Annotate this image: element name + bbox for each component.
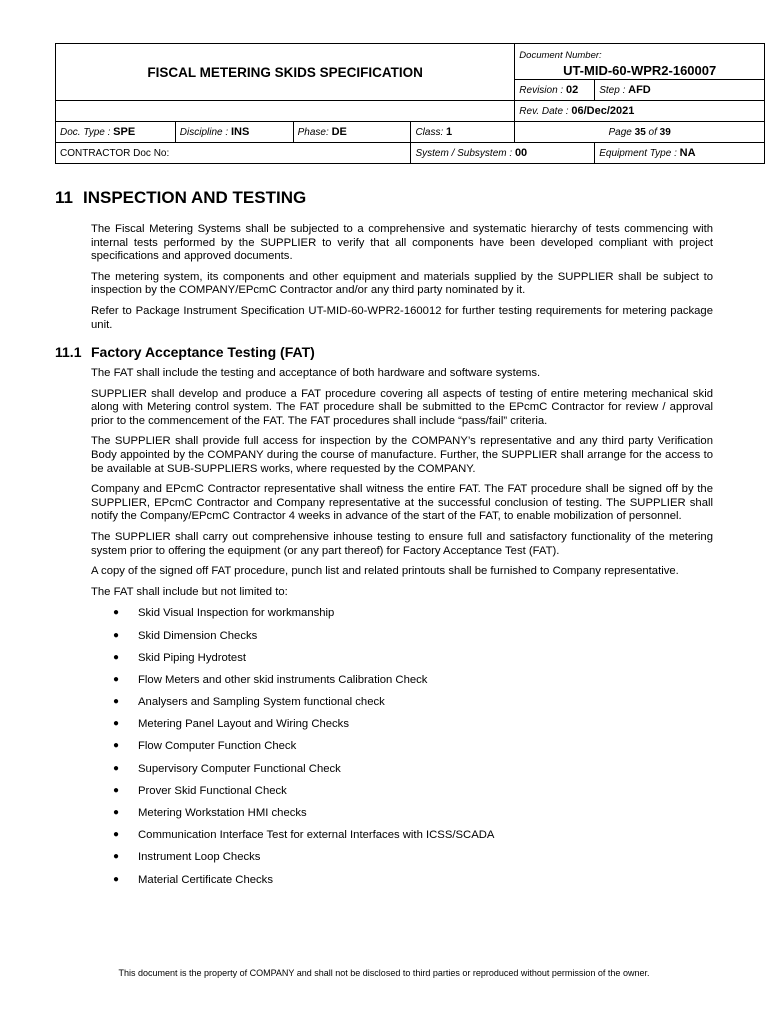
class-cell: Class: 1	[411, 122, 515, 143]
list-item: ● Analysers and Sampling System functional check	[113, 696, 385, 709]
list-item: ● Prover Skid Functional Check	[113, 784, 287, 797]
revision-value: 02	[565, 84, 579, 96]
section-body	[91, 223, 713, 339]
bullet-icon: ●	[113, 807, 120, 818]
contractor-doc-cell: CONTRACTOR Doc No:	[56, 143, 411, 164]
class-value: 1	[446, 126, 453, 138]
subsection-body	[91, 367, 713, 895]
section-heading	[55, 188, 306, 208]
subsection-paragraph: Company and EPcmC Contractor representative shall witness the entire FAT. The FAT procedure shall be signed off by the SUPPLIER, EPcmC Contractor and Company representative at the successful conclusion of testing. The SUPPLIER shall notify the Company/EPcmC Contractor 4 weeks in advance of the start of the FAT, to enable mobilization of personnel.	[91, 483, 713, 523]
bullet-icon: ●	[113, 696, 120, 708]
bullet-icon: ●	[113, 673, 120, 685]
bullet-icon: ●	[113, 829, 120, 841]
doc-type-cell: Doc. Type : SPE	[56, 122, 176, 143]
discipline-cell: Discipline : INS	[175, 122, 293, 143]
subsection-title: Factory Acceptance Testing (FAT)	[91, 344, 315, 360]
phase-cell: Phase: DE	[293, 122, 411, 143]
list-item: ● Metering Panel Layout and Wiring Checks	[113, 718, 349, 731]
rev-date-value: 06/Dec/2021	[571, 105, 635, 117]
revision-cell: Revision : 02	[515, 80, 595, 101]
total-pages: 39	[659, 126, 671, 138]
list-item: ● Instrument Loop Checks	[113, 851, 261, 864]
subsection-paragraph: The FAT shall include the testing and acceptance of both hardware and software systems.	[91, 367, 541, 379]
rev-date-cell: Rev. Date : 06/Dec/2021	[515, 101, 765, 122]
title-spacer	[56, 101, 515, 122]
list-item: ● Metering Workstation HMI checks	[113, 807, 307, 819]
subsection-paragraph: SUPPLIER shall develop and produce a FAT procedure covering all aspects of testing of entire metering mechanical skid along with Metering control system. The FAT procedure shall be submitted to the EPcmC Contractor for review / approval prior to the commencement of the FAT. The FAT procedures shall include “pass/fail” criteria.	[91, 387, 713, 427]
bullet-icon: ●	[113, 873, 120, 885]
page-footer: This document is the property of COMPANY and shall not be disclosed to third parties or reproduced without permission of the owner.	[118, 968, 650, 978]
bullet-icon: ●	[113, 851, 120, 863]
section-paragraph: The Fiscal Metering Systems shall be subjected to a comprehensive and systematic hierarchy of tests commencing with internal tests performed by the SUPPLIER to verify that all components have been developed compliant with project specifications and approved documents.	[91, 223, 713, 263]
list-item: ● Supervisory Computer Functional Check	[113, 762, 341, 775]
section-title: INSPECTION AND TESTING	[83, 188, 307, 207]
document-number-label: Document Number:	[515, 44, 765, 62]
system-value: 00	[514, 147, 528, 159]
page-cell: Page 35 of 39	[515, 122, 765, 143]
subsection-paragraph: A copy of the signed off FAT procedure, punch list and related printouts shall be furnished to Company representative.	[91, 565, 679, 578]
fat-checklist	[91, 606, 713, 894]
bullet-icon: ●	[113, 607, 120, 619]
phase-value: DE	[331, 126, 347, 138]
list-item: ● Communication Interface Test for external Interfaces with ICSS/SCADA	[113, 829, 495, 842]
subsection-heading	[55, 344, 315, 360]
bullet-icon: ●	[113, 651, 120, 663]
discipline-value: INS	[230, 126, 250, 138]
subsection-paragraph: The FAT shall include but not limited to:	[91, 585, 288, 598]
equipment-value: NA	[679, 147, 696, 159]
equipment-cell: Equipment Type : NA	[595, 143, 765, 164]
doc-type-value: SPE	[113, 126, 136, 138]
bullet-icon: ●	[113, 762, 120, 774]
list-item: ● Skid Piping Hydrotest	[113, 651, 246, 664]
bullet-icon: ●	[113, 740, 120, 752]
step-cell: Step : AFD	[595, 80, 765, 101]
page-number: 35	[634, 126, 646, 138]
document-header-table	[55, 43, 765, 164]
bullet-icon: ●	[113, 784, 120, 796]
subsection-paragraph: The SUPPLIER shall carry out comprehensive inhouse testing to ensure full and satisfactory functionality of the metering system prior to offering the equipment (or any part thereof) for Factory Acceptance Test (FAT).	[91, 530, 713, 557]
list-item: ● Skid Dimension Checks	[113, 629, 258, 642]
bullet-icon: ●	[113, 629, 120, 641]
section-number: 11	[55, 188, 73, 207]
section-paragraph: The metering system, its components and other equipment and materials supplied by the SUPPLIER shall be subject to inspection by the COMPANY/EPcmC Contractor and/or any third party nominated by it.	[91, 270, 713, 297]
list-item: ● Material Certificate Checks	[113, 873, 273, 886]
subsection-number: 11.1	[55, 344, 82, 360]
document-number: UT-MID-60-WPR2-160007	[515, 61, 765, 80]
bullet-icon: ●	[113, 718, 120, 730]
section-paragraph: Refer to Package Instrument Specification UT-MID-60-WPR2-160012 for further testing requirements for metering package unit.	[91, 304, 713, 331]
list-item: ● Flow Meters and other skid instruments Calibration Check	[113, 673, 428, 686]
list-item: ● Skid Visual Inspection for workmanship	[113, 607, 335, 620]
list-item: ● Flow Computer Function Check	[113, 740, 297, 753]
document-title: FISCAL METERING SKIDS SPECIFICATION	[56, 44, 515, 101]
subsection-paragraph: The SUPPLIER shall provide full access for inspection by the COMPANY’s representative and any third party Verification Body appointed by the COMPANY during the course of manufacture. Further, the SUPPLIER shall arrange for the access to be available at SUB-SUPPLIERS works, where requested by the COMPANY.	[91, 435, 713, 475]
step-value: AFD	[628, 84, 651, 96]
system-cell: System / Subsystem : 00	[411, 143, 595, 164]
